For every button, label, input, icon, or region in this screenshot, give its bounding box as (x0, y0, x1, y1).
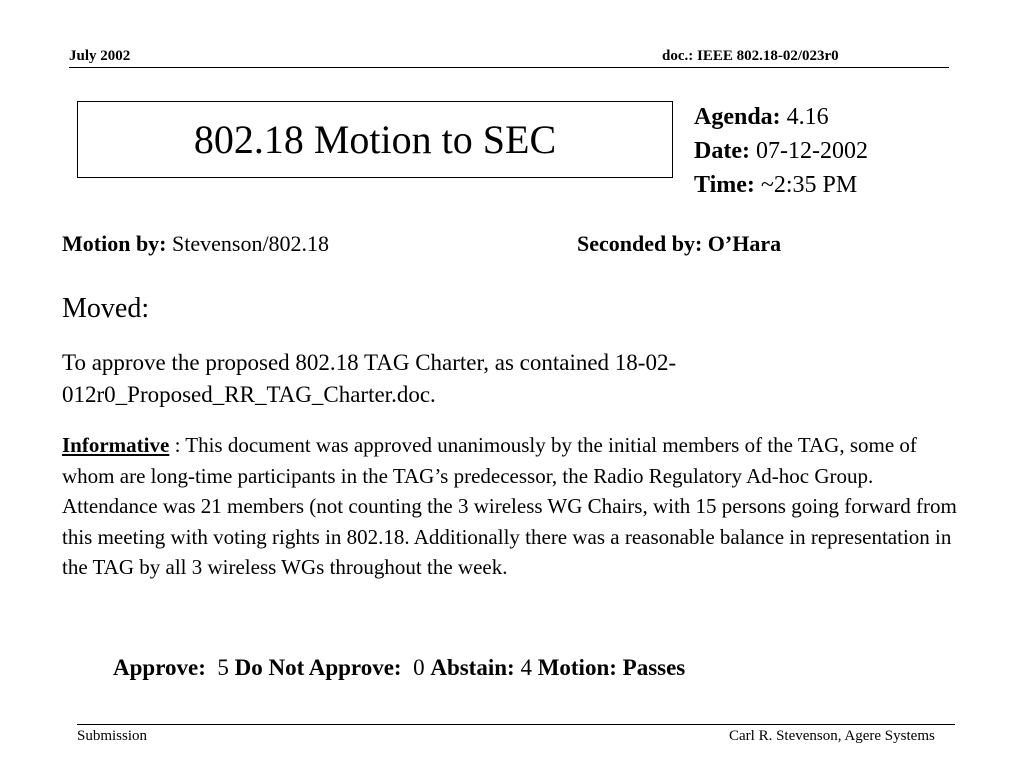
footer-author: Carl R. Stevenson, Agere Systems (729, 728, 935, 744)
slide-title-box (77, 101, 673, 178)
informative-text: : This document was approved unanimously by the initial members of the TAG, some of whom are long-time participants in the TAG’s predecessor, the Radio Regulatory Ad-hoc Group. Attendance was 21 members (not counting the 3 wireless WG Chairs, with 15 persons going forward from this meeting with voting rights in 802.18. Additionally there was a reasonable balance in representation in the TAG by all 3 wireless WGs throughout the week. (62, 433, 957, 579)
date-label: Date: (694, 138, 750, 164)
motion-by-value: Stevenson/802.18 (166, 231, 330, 256)
date-value: 07-12-2002 (749, 138, 868, 164)
agenda-value: 4.16 (780, 104, 829, 130)
time-info (694, 168, 857, 202)
abstain-label: Abstain: (430, 655, 515, 680)
approve-value: 5 (205, 655, 235, 680)
footer-submission: Submission (77, 728, 148, 744)
time-value: ~2:35 PM (754, 172, 858, 198)
footer-divider (77, 724, 955, 725)
motion-by (62, 231, 329, 257)
header-date: July 2002 (69, 48, 131, 64)
agenda-label: Agenda: (694, 104, 781, 130)
header-divider (69, 67, 949, 68)
vote-result-line (113, 655, 685, 681)
moved-heading: Moved: (62, 293, 150, 324)
time-label: Time: (694, 172, 755, 198)
agenda-info (694, 100, 829, 134)
motion-result: Motion: Passes (537, 655, 686, 680)
approve-label: Approve: (113, 655, 206, 680)
seconded-by: Seconded by: O’Hara (577, 231, 782, 256)
slide-title: 802.18 Motion to SEC (193, 117, 557, 162)
date-info (694, 134, 868, 168)
not-approve-value: 0 (401, 655, 431, 680)
informative-paragraph (62, 430, 967, 583)
header-doc-id: doc.: IEEE 802.18-02/023r0 (662, 48, 839, 64)
moved-text: To approve the proposed 802.18 TAG Charter, as contained 18-02-012r0_Proposed_RR_TAG_Charter.doc. (62, 350, 677, 407)
motion-by-label: Motion by: (62, 231, 167, 256)
informative-label: Informative (62, 433, 170, 457)
abstain-value: 4 (514, 655, 538, 680)
not-approve-label: Do Not Approve: (234, 655, 402, 680)
